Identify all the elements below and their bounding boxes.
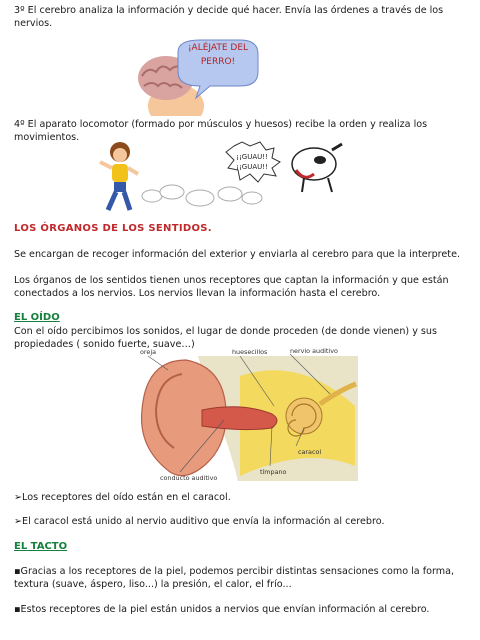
- girl-dog-illustration: [92, 140, 352, 220]
- bark-bubble: [226, 142, 280, 182]
- label-caracol: caracol: [298, 448, 322, 456]
- touch-bullet-1: [14, 566, 464, 591]
- brain-speech-illustration: [136, 36, 261, 116]
- arrow-bullet-icon: ➢: [14, 516, 23, 527]
- touch-bullet-2-text: Estos receptores de la piel están unidos a nervios que envían información al cerebro.: [20, 604, 430, 615]
- girl-running-icon: [100, 142, 138, 210]
- senses-heading: LOS ÓRGANOS DE LOS SENTIDOS.: [14, 223, 212, 234]
- step4-text: 4º El aparato locomotor (formado por músculos y huesos) recibe la orden y realiza los movimientos.: [14, 119, 428, 143]
- bark-text-2: ¡¡GUAU!!: [236, 163, 268, 171]
- label-nervio: nervio auditivo: [290, 347, 338, 355]
- touch-heading: EL TACTO: [14, 541, 68, 552]
- label-oreja: oreja: [140, 348, 157, 356]
- ear-bullet-1: [14, 492, 464, 505]
- bark-text-1: ¡¡GUAU!!: [236, 153, 268, 161]
- label-conducto: conducto auditivo: [160, 474, 218, 481]
- bubble-text-line2: PERRO!: [200, 57, 236, 67]
- touch-bullet-2: [14, 604, 464, 617]
- bubble-text-line1: ¡ALÉJATE DEL: [187, 43, 249, 53]
- ear-bullet-2-text: El caracol está unido al nervio auditivo que envía la información al cerebro.: [22, 516, 385, 527]
- touch-bullet-1-text: Gracias a los receptores de la piel, podemos percibir distintas sensaciones como la forma, textura (suave, áspero, liso...) la presión, el calor, el frío...: [14, 566, 455, 590]
- label-timpano: tímpano: [260, 468, 287, 476]
- ear-diagram: [120, 346, 360, 481]
- square-bullet-icon: ▪: [14, 566, 21, 577]
- ear-heading: EL OÍDO: [14, 312, 60, 323]
- senses-paragraph-1: Se encargan de recoger información del exterior y enviarla al cerebro para que la interprete.: [14, 249, 461, 260]
- label-huesecillos: huesecillos: [232, 348, 268, 356]
- senses-paragraph-2: Los órganos de los sentidos tienen unos receptores que captan la información y que están conectados a los nervios. Los nervios llevan la información hasta el cerebro.: [14, 275, 449, 299]
- dog-icon: [292, 144, 342, 192]
- square-bullet-icon: ▪: [14, 604, 21, 615]
- dust-clouds: [142, 185, 262, 206]
- ear-bullet-1-text: Los receptores del oído están en el caracol.: [22, 492, 231, 503]
- step3-text: 3º El cerebro analiza la información y decide qué hacer. Envía las órdenes a través de los nervios.: [14, 5, 444, 29]
- ear-paragraph: Con el oído percibimos los sonidos, el lugar de donde proceden (de donde vienen) y sus propiedades ( sonido fuerte, suave…): [14, 326, 438, 350]
- arrow-bullet-icon: ➢: [14, 492, 23, 503]
- ear-bullet-2: [14, 516, 464, 529]
